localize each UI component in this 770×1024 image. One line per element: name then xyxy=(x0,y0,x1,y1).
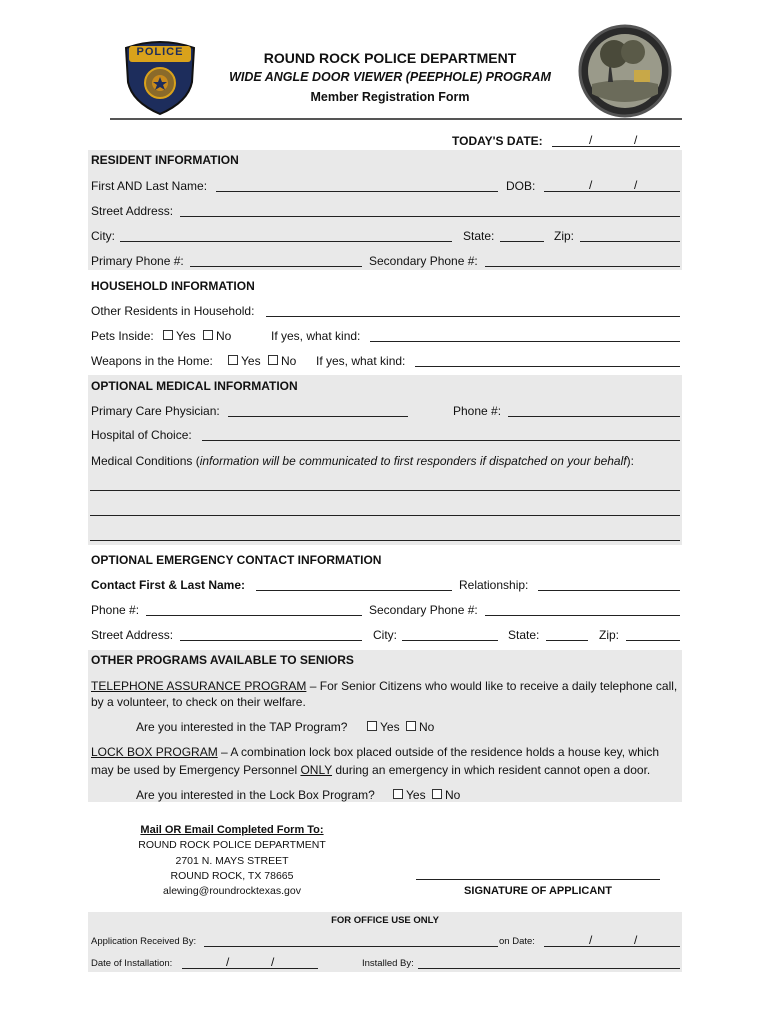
emergency-city-label: City: xyxy=(373,628,397,642)
lockbox-desc-2b: during an emergency in which resident cannot open a door. xyxy=(332,763,651,777)
city-seal-photo xyxy=(578,24,672,118)
conditions-line-1[interactable] xyxy=(90,490,680,491)
weapons-no-label: No xyxy=(281,354,297,368)
pets-yes-checkbox[interactable] xyxy=(163,330,173,340)
state-label: State: xyxy=(463,229,495,243)
page-title: ROUND ROCK POLICE DEPARTMENT xyxy=(263,50,517,66)
installed-by-label: Installed By: xyxy=(362,958,414,969)
lockbox-title: LOCK BOX PROGRAM xyxy=(91,745,218,759)
conditions-label-start: Medical Conditions ( xyxy=(91,454,200,468)
pets-yes-label: Yes xyxy=(176,329,196,343)
program-subtitle: WIDE ANGLE DOOR VIEWER (PEEPHOLE) PROGRAM xyxy=(229,70,551,84)
emergency-phone-field[interactable] xyxy=(146,615,362,616)
lockbox-no-option[interactable] xyxy=(432,788,460,802)
physician-phone-field[interactable] xyxy=(508,416,680,417)
relationship-label: Relationship: xyxy=(459,578,529,592)
weapons-yes-checkbox[interactable] xyxy=(228,355,238,365)
pets-no-checkbox[interactable] xyxy=(203,330,213,340)
programs-heading: OTHER PROGRAMS AVAILABLE TO SENIORS xyxy=(91,653,354,667)
weapons-kind-field[interactable] xyxy=(415,366,680,367)
state-field[interactable] xyxy=(500,241,544,242)
date-slash-2: / xyxy=(634,133,638,147)
mail-heading: Mail OR Email Completed Form To: xyxy=(140,824,324,836)
tap-no-option[interactable] xyxy=(406,720,434,734)
pets-yes-option[interactable] xyxy=(163,329,196,343)
secondary-phone-field[interactable] xyxy=(485,266,680,267)
dob-slash-1: / xyxy=(589,178,593,192)
lockbox-desc-2a: may be used by Emergency Personnel xyxy=(91,763,301,777)
tap-yes-checkbox[interactable] xyxy=(367,721,377,731)
installation-slash-1: / xyxy=(226,955,230,969)
conditions-line-3[interactable] xyxy=(90,540,680,541)
lockbox-yes-option[interactable] xyxy=(393,788,426,802)
weapons-yes-option[interactable] xyxy=(228,354,261,368)
todays-date-label: TODAY'S DATE: xyxy=(452,134,543,148)
emergency-heading: OPTIONAL EMERGENCY CONTACT INFORMATION xyxy=(91,553,382,567)
lockbox-no-checkbox[interactable] xyxy=(432,789,442,799)
emergency-state-field[interactable] xyxy=(546,640,588,641)
resident-info-band xyxy=(88,150,682,270)
tap-question: Are you interested in the TAP Program? xyxy=(136,720,348,734)
office-heading: FOR OFFICE USE ONLY xyxy=(331,915,439,926)
tap-yes-label: Yes xyxy=(380,720,400,734)
tap-title: TELEPHONE ASSURANCE PROGRAM xyxy=(91,679,307,693)
secondary-phone-label: Secondary Phone #: xyxy=(369,254,478,268)
form-name: Member Registration Form xyxy=(310,90,470,104)
police-badge-logo xyxy=(120,38,200,118)
emergency-zip-field[interactable] xyxy=(626,640,680,641)
lockbox-description xyxy=(91,745,659,759)
household-heading: HOUSEHOLD INFORMATION xyxy=(91,279,255,293)
emergency-phone-label: Phone #: xyxy=(91,603,140,617)
weapons-no-checkbox[interactable] xyxy=(268,355,278,365)
zip-label: Zip: xyxy=(554,229,575,243)
signature-field[interactable] xyxy=(416,879,660,880)
hospital-label: Hospital of Choice: xyxy=(91,428,192,442)
street-label: Street Address: xyxy=(91,204,174,218)
emergency-street-field[interactable] xyxy=(180,640,362,641)
dob-slash-2: / xyxy=(634,178,638,192)
lockbox-desc-1: – A combination lock box placed outside of the residence holds a house key, which xyxy=(217,745,660,759)
dob-label: DOB: xyxy=(506,179,536,193)
name-field[interactable] xyxy=(216,191,498,192)
conditions-label-end: ): xyxy=(626,454,634,468)
weapons-no-option[interactable] xyxy=(268,354,296,368)
received-by-label: Application Received By: xyxy=(91,936,197,947)
primary-phone-field[interactable] xyxy=(190,266,362,267)
on-date-field[interactable] xyxy=(544,946,680,947)
weapons-yes-label: Yes xyxy=(241,354,261,368)
conditions-note: information will be communicated to first responders if dispatched on your behalf xyxy=(199,454,627,468)
emergency-street-label: Street Address: xyxy=(91,628,174,642)
pets-label: Pets Inside: xyxy=(91,329,154,343)
pets-kind-field[interactable] xyxy=(370,341,680,342)
lockbox-desc-2 xyxy=(91,763,650,777)
header-divider xyxy=(110,118,682,120)
badge-text: POLICE xyxy=(136,46,184,58)
installed-by-field[interactable] xyxy=(418,968,680,969)
resident-heading: RESIDENT INFORMATION xyxy=(91,153,239,167)
emergency-zip-label: Zip: xyxy=(599,628,620,642)
physician-label: Primary Care Physician: xyxy=(91,404,220,418)
emergency-secondary-phone-label: Secondary Phone #: xyxy=(369,603,478,617)
conditions-line-2[interactable] xyxy=(90,515,680,516)
mail-address-line-3: ROUND ROCK, TX 78665 xyxy=(170,870,294,882)
lockbox-only: ONLY xyxy=(300,763,333,777)
pets-kind-label: If yes, what kind: xyxy=(271,329,361,343)
tap-desc-2: by a volunteer, to check on their welfare. xyxy=(91,695,306,709)
todays-date-field[interactable] xyxy=(552,146,680,147)
pets-no-label: No xyxy=(216,329,232,343)
mail-email: alewing@roundrocktexas.gov xyxy=(163,885,301,897)
other-residents-field[interactable] xyxy=(266,316,680,317)
date-slash-1: / xyxy=(589,133,593,147)
medical-conditions-label xyxy=(91,454,634,468)
city-label: City: xyxy=(91,229,115,243)
hospital-field[interactable] xyxy=(202,440,680,441)
tap-description xyxy=(91,679,677,693)
lockbox-yes-checkbox[interactable] xyxy=(393,789,403,799)
tap-yes-option[interactable] xyxy=(367,720,400,734)
emergency-secondary-phone-field[interactable] xyxy=(485,615,680,616)
signature-label: SIGNATURE OF APPLICANT xyxy=(464,885,612,897)
received-by-field[interactable] xyxy=(204,946,498,947)
installation-slash-2: / xyxy=(271,955,275,969)
installation-date-label: Date of Installation: xyxy=(91,958,173,969)
medical-heading: OPTIONAL MEDICAL INFORMATION xyxy=(91,379,298,393)
contact-name-label: Contact First & Last Name: xyxy=(91,578,246,592)
on-date-slash-1: / xyxy=(589,933,593,947)
mail-address-line-2: 2701 N. MAYS STREET xyxy=(175,855,289,867)
physician-field[interactable] xyxy=(228,416,408,417)
lockbox-no-label: No xyxy=(445,788,461,802)
emergency-city-field[interactable] xyxy=(402,640,498,641)
tap-desc-1: – For Senior Citizens who would like to receive a daily telephone call, xyxy=(306,679,678,693)
dob-field[interactable] xyxy=(544,191,680,192)
mail-address-line-1: ROUND ROCK POLICE DEPARTMENT xyxy=(138,839,326,851)
on-date-slash-2: / xyxy=(634,933,638,947)
tap-no-label: No xyxy=(419,720,435,734)
zip-field[interactable] xyxy=(580,241,680,242)
weapons-kind-label: If yes, what kind: xyxy=(316,354,406,368)
primary-phone-label: Primary Phone #: xyxy=(91,254,184,268)
other-residents-label: Other Residents in Household: xyxy=(91,304,255,318)
tap-no-checkbox[interactable] xyxy=(406,721,416,731)
pets-no-option[interactable] xyxy=(203,329,231,343)
weapons-label: Weapons in the Home: xyxy=(91,354,213,368)
physician-phone-label: Phone #: xyxy=(453,404,502,418)
on-date-label: on Date: xyxy=(499,936,535,947)
contact-name-field[interactable] xyxy=(256,590,452,591)
name-label: First AND Last Name: xyxy=(91,179,208,193)
installation-date-field[interactable] xyxy=(182,968,318,969)
lockbox-question: Are you interested in the Lock Box Program? xyxy=(136,788,375,802)
emergency-state-label: State: xyxy=(508,628,540,642)
lockbox-yes-label: Yes xyxy=(406,788,426,802)
relationship-field[interactable] xyxy=(538,590,680,591)
city-field[interactable] xyxy=(120,241,452,242)
street-field[interactable] xyxy=(180,216,680,217)
